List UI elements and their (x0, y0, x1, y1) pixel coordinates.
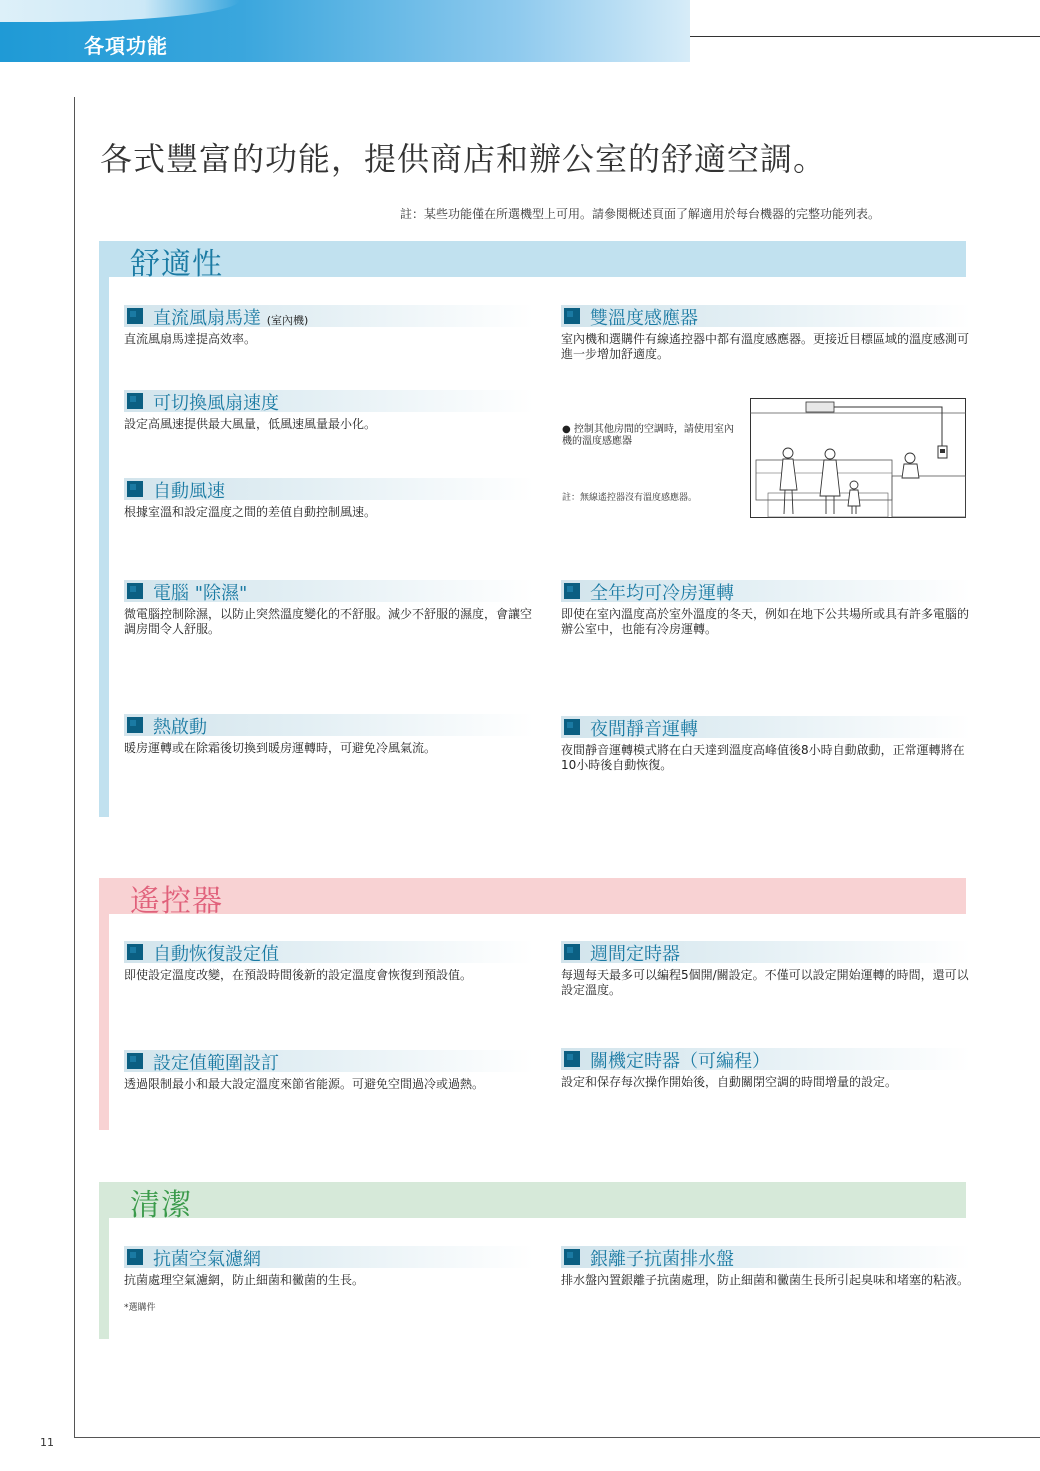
bottom-rule (74, 1437, 1040, 1438)
feature-title: 電腦 "除濕" (153, 583, 248, 604)
feature-night-quiet (561, 716, 971, 773)
indoor-unit-icon (806, 402, 834, 412)
section-comfort-header (99, 241, 966, 282)
feature-drain-pan (561, 1246, 971, 1288)
section-comfort-sidebar (99, 277, 109, 817)
page-number: 11 (40, 1436, 54, 1449)
room-illustration (750, 398, 966, 518)
feature-title: 關機定時器（可編程） (590, 1051, 770, 1072)
square-bullet-icon (127, 583, 143, 599)
illustration-note: 註：無線遙控器沒有溫度感應器。 (562, 493, 698, 503)
square-bullet-icon (564, 308, 580, 324)
feature-description: 排水盤內置銀離子抗菌處理，防止細菌和黴菌生長所引起臭味和堵塞的粘液。 (561, 1273, 970, 1287)
feature-auto-speed (124, 478, 534, 520)
section-title: 遙控器 (130, 884, 223, 919)
feature-description: 設定高風速提供最大風量，低風速風量最小化。 (124, 417, 377, 431)
feature-heading (124, 390, 534, 412)
feature-heading (561, 1048, 971, 1070)
feature-heading (124, 580, 534, 602)
feature-dc-fan (124, 305, 534, 347)
square-bullet-icon (127, 308, 143, 324)
square-bullet-icon (127, 481, 143, 497)
feature-heading (561, 1246, 971, 1268)
feature-title: 銀離子抗菌排水盤 (590, 1249, 734, 1270)
feature-description: 每週每天最多可以編程5個開/關設定。不僅可以設定開始運轉的時間，還可以設定溫度。 (561, 968, 969, 997)
feature-heading (124, 1246, 534, 1268)
feature-fan-speed (124, 390, 534, 432)
section-clean-header (99, 1182, 966, 1223)
feature-description: 即使在室內溫度高於室外溫度的冬天，例如在地下公共場所或具有許多電腦的辦公室中，也能有冷房運轉。 (561, 607, 970, 636)
feature-dry (124, 580, 534, 637)
square-bullet-icon (127, 944, 143, 960)
feature-description: 根據室溫和設定溫度之間的差值自動控制風速。 (124, 505, 377, 519)
feature-heading (561, 716, 971, 738)
square-bullet-icon (564, 1249, 580, 1265)
section-label: 各項功能 (84, 34, 168, 58)
feature-title: 可切換風扇速度 (153, 393, 279, 414)
section-title: 舒適性 (130, 247, 223, 282)
feature-title: 直流風扇馬達 (153, 308, 261, 329)
left-rule (74, 97, 75, 1437)
feature-auto-reset (124, 941, 534, 983)
square-bullet-icon (564, 583, 580, 599)
section-remote-header (99, 878, 966, 919)
banner-curve (0, 0, 240, 22)
square-bullet-icon (127, 393, 143, 409)
feature-title: 夜間靜音運轉 (590, 719, 698, 740)
square-bullet-icon (564, 719, 580, 735)
feature-off-timer (561, 1048, 971, 1090)
feature-description: 透過限制最小和最大設定溫度來節省能源。可避免空間過冷或過熱。 (124, 1077, 485, 1091)
section-title: 清潔 (130, 1188, 192, 1223)
square-bullet-icon (564, 1051, 580, 1067)
availability-note: 註：某些功能僅在所選機型上可用。請參閱概述頁面了解適用於每台機器的完整功能列表。 (400, 207, 881, 221)
feature-title: 自動風速 (153, 481, 225, 502)
feature-description: 夜間靜音運轉模式將在白天達到溫度高峰值後8小時自動啟動，正常運轉將在10小時後自動恢復。 (561, 743, 965, 772)
feature-setpoint-range (124, 1050, 534, 1092)
feature-filter (124, 1246, 534, 1313)
illustration-bullet: ● 控制其他房間的空調時，請使用室內機的溫度感應器 (562, 424, 734, 447)
feature-heading (561, 305, 971, 327)
feature-title: 全年均可冷房運轉 (590, 583, 734, 604)
square-bullet-icon (564, 944, 580, 960)
feature-heading (561, 941, 971, 963)
feature-heading (124, 1050, 534, 1072)
square-bullet-icon (127, 717, 143, 733)
feature-title: 週間定時器 (590, 944, 680, 965)
top-rule (690, 36, 1040, 37)
section-clean-sidebar (99, 1218, 109, 1339)
feature-hot-start (124, 714, 534, 756)
feature-description: 微電腦控制除濕，以防止突然溫度變化的不舒服。減少不舒服的濕度，會讓空調房間令人舒服。 (124, 607, 533, 636)
feature-footnote: *選購件 (124, 1303, 156, 1313)
feature-heading (124, 305, 534, 327)
feature-weekly-timer (561, 941, 971, 998)
feature-description: 暖房運轉或在除霜後切換到暖房運轉時，可避免冷風氣流。 (124, 741, 437, 755)
feature-heading (124, 714, 534, 736)
header-banner (0, 0, 690, 62)
feature-title: 自動恢復設定值 (153, 944, 279, 965)
square-bullet-icon (127, 1053, 143, 1069)
feature-title: 雙溫度感應器 (590, 308, 698, 329)
feature-title: 熱啟動 (153, 717, 207, 738)
feature-description: 直流風扇馬達提高效率。 (124, 332, 257, 346)
feature-title: 抗菌空氣濾網 (153, 1249, 261, 1270)
square-bullet-icon (127, 1249, 143, 1265)
feature-heading (124, 478, 534, 500)
feature-heading (561, 580, 971, 602)
feature-description: 室內機和選購件有線遙控器中都有溫度感應器。更接近目標區域的溫度感測可進一步增加舒適度。 (561, 332, 970, 361)
feature-year-cooling (561, 580, 971, 637)
section-remote-sidebar (99, 914, 109, 1130)
page-title: 各式豐富的功能，提供商店和辦公室的舒適空調。 (100, 140, 827, 178)
feature-dual-sensor (561, 305, 971, 362)
feature-description: 抗菌處理空氣濾網，防止細菌和黴菌的生長。 (124, 1273, 365, 1287)
feature-title: 設定值範圍設訂 (153, 1053, 279, 1074)
feature-heading (124, 941, 534, 963)
feature-suffix: (室內機) (266, 314, 309, 327)
feature-description: 設定和保存每次操作開始後，自動關閉空調的時間增量的設定。 (561, 1075, 898, 1089)
feature-description: 即使設定溫度改變，在預設時間後新的設定溫度會恢復到預設值。 (124, 968, 473, 982)
